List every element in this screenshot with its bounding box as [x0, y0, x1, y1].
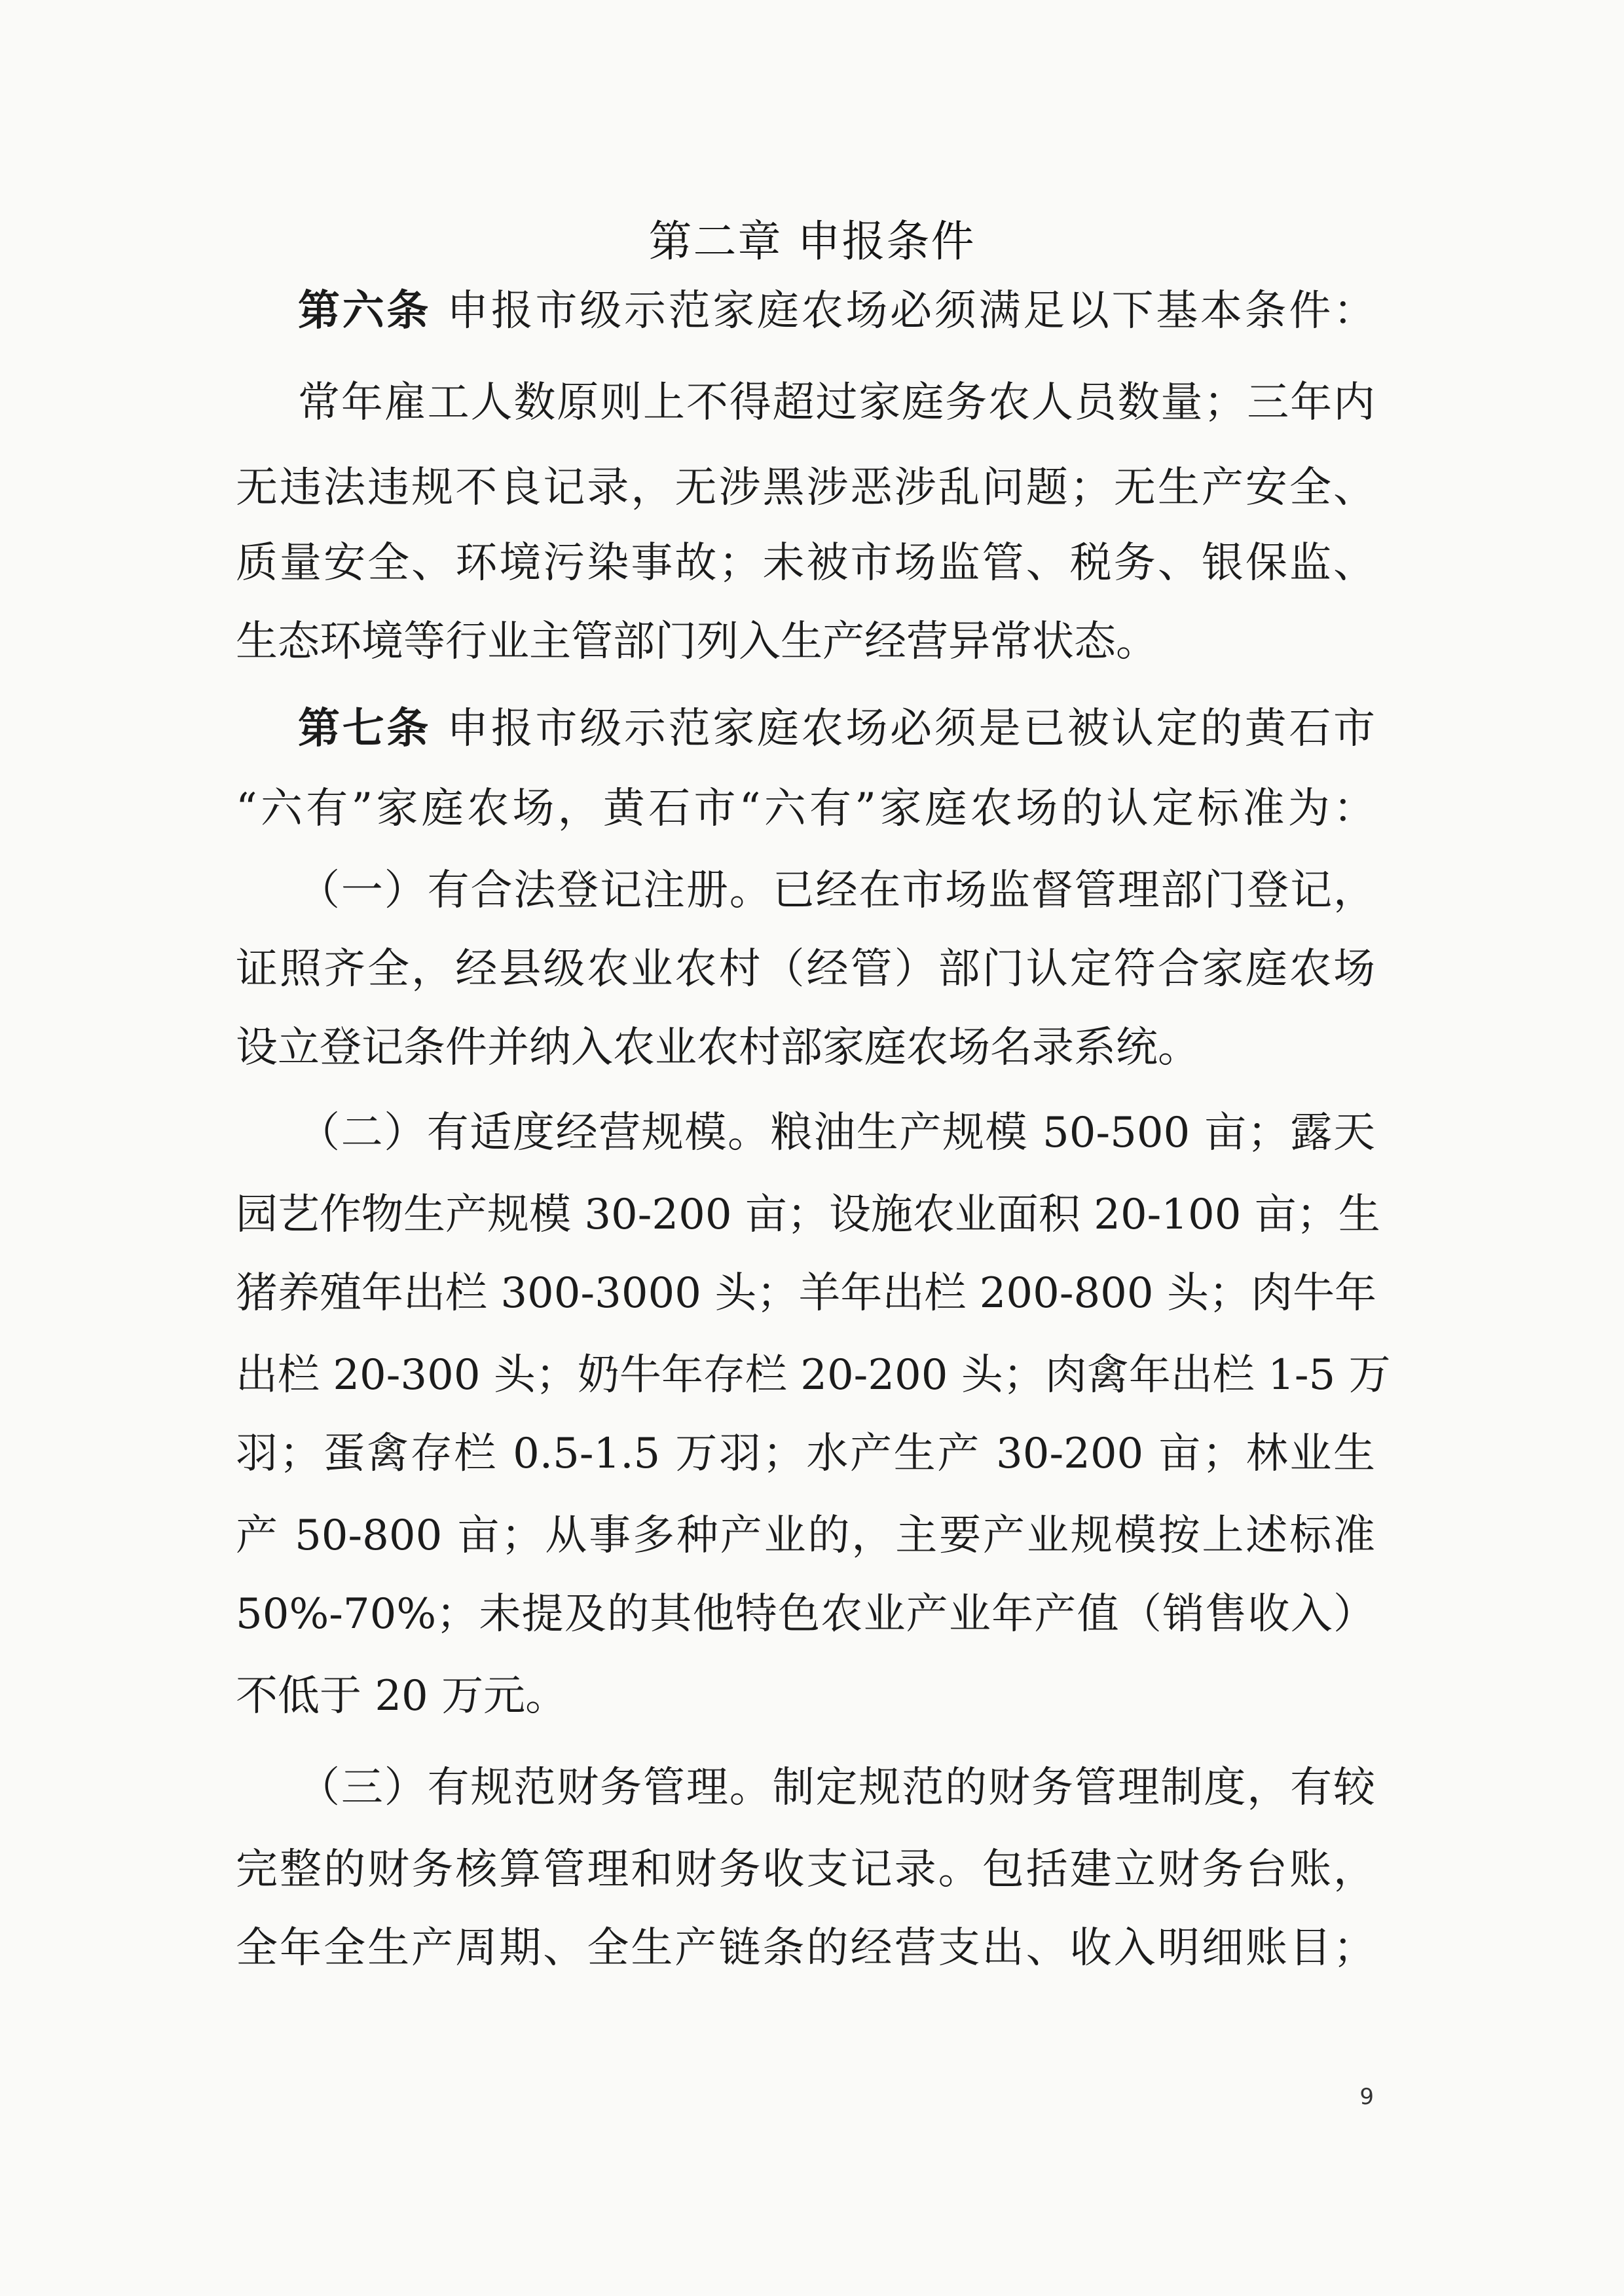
article7-heading: 第七条: [298, 705, 432, 753]
item3-line-1: （三）有规范财务管理。制定规范的财务管理制度，有较: [298, 1764, 1375, 1812]
item3-line-3: 全年全生产周期、全生产链条的经营支出、收入明细账目；: [236, 1924, 1375, 1972]
item2-line-8: 不低于 20 万元。: [236, 1672, 568, 1720]
article7-line-2: “六有”家庭农场，黄石市“六有”家庭农场的认定标准为：: [236, 785, 1375, 833]
item1-line-1: （一）有合法登记注册。已经在市场监督管理部门登记，: [298, 866, 1375, 915]
item2-line-3: 猪养殖年出栏 300-3000 头；羊年出栏 200-800 头；肉牛年: [236, 1269, 1376, 1318]
article6-line-1: [298, 275, 1375, 347]
page-number: 9: [1359, 2084, 1374, 2110]
article6-line-2: 常年雇工人数原则上不得超过家庭务农人员数量；三年内: [298, 379, 1375, 427]
item3-line-2: 完整的财务核算管理和财务收支记录。包括建立财务台账，: [236, 1845, 1375, 1894]
article6-text: 申报市级示范家庭农场必须满足以下基本条件：: [431, 287, 1376, 335]
item2-line-2: 园艺作物生产规模 30-200 亩；设施农业面积 20-100 亩；生: [236, 1191, 1380, 1239]
chapter-title: 第二章 申报条件: [648, 216, 976, 267]
item2-line-4: 出栏 20-300 头；奶牛年存栏 20-200 头；肉禽年出栏 1-5 万: [236, 1351, 1391, 1399]
item2-line-5: 羽；蛋禽存栏 0.5-1.5 万羽；水产生产 30-200 亩；林业生: [236, 1430, 1375, 1478]
article6-line-3: 无违法违规不良记录，无涉黑涉恶涉乱问题；无生产安全、: [236, 464, 1375, 512]
article6-heading: 第六条: [298, 287, 432, 335]
item1-line-2: 证照齐全，经县级农业农村（经管）部门认定符合家庭农场: [236, 945, 1375, 993]
item2-line-7: 50%-70%；未提及的其他特色农业产业年产值（销售收入）: [236, 1590, 1375, 1639]
item2-line-1: （二）有适度经营规模。粮油生产规模 50-500 亩；露天: [298, 1109, 1375, 1157]
article6-line-5: 生态环境等行业主管部门列入生产经营异常状态。: [236, 618, 1158, 666]
article7-line-1: [298, 693, 1375, 765]
article6-line-4: 质量安全、环境污染事故；未被市场监管、税务、银保监、: [236, 539, 1375, 587]
item1-line-3: 设立登记条件并纳入农业农村部家庭农场名录系统。: [236, 1024, 1200, 1072]
article7-text: 申报市级示范家庭农场必须是已被认定的黄石市: [431, 705, 1376, 753]
item2-line-6: 产 50-800 亩；从事多种产业的，主要产业规模按上述标准: [236, 1511, 1375, 1560]
